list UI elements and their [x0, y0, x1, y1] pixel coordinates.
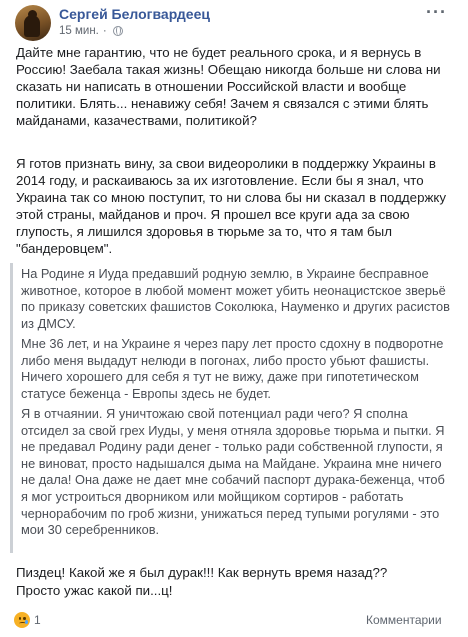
avatar-figure-body — [24, 15, 40, 37]
post-paragraph: Я готов признать вину, за свои видеоролики в поддержку Украины в 2014 году, и раскаиваюсь за их изготовление. Если бы я знал, что Украина так со мною поступит, то ни слова бы ни сказал в поддержку этой страны, майданов и проч. Я прошел все круги ада за свою глупость, я лишился здоровья в тюрьме за то, что я там был "бандеровцем". — [16, 156, 446, 256]
emoji-tear — [25, 620, 28, 624]
more-options-icon[interactable]: ··· — [426, 2, 447, 22]
outro-line: Просто ужас какой пи...ц! — [16, 583, 173, 598]
post-meta — [59, 25, 123, 37]
author-name[interactable]: Сергей Белогвардеец — [59, 6, 210, 22]
outro-line: Пиздец! Какой же я был дурак!!! Как вернуть время назад?? — [16, 565, 388, 580]
quote-paragraph: Я в отчаянии. Я уничтожаю свой потенциал ради чего? Я сполна отсидел за свой грех Иуды, у меня отняла здоровье тюрьма и пытки. Я не предавал Родину ради денег - только ради собственной глупости, я не виноват, просто надышался дыма на Майдане. Украина мне ничего не дала! Она даже не дает мне собачий паспорт дурака-беженца, чтоб я мог устроиться дворником или мойщиком сортиров - работать чернорабочим по гроб жизни, унижаться перед тупыми рогулями - это мои 30 серебренников. — [21, 406, 445, 538]
sad-emoji-icon[interactable] — [14, 612, 30, 628]
emoji-eye — [19, 617, 22, 620]
author-avatar[interactable] — [15, 5, 51, 41]
reaction-count[interactable]: 1 — [34, 613, 41, 627]
post-time[interactable]: 15 мин. — [59, 25, 99, 37]
post-paragraph: Дайте мне гарантию, что не будет реального срока, и я вернусь в Россию! Заебала такая жизнь! Обещаю никогда больше ни слова ни сказать ни написать в отношении Российской власти и вообще политики. Блять... ненавижу себя! Зачем я связался с этими блять майданами, казачествами, политикой? — [16, 45, 441, 128]
comments-link[interactable]: Комментарии — [366, 613, 442, 627]
post-outro — [16, 564, 456, 600]
post-header — [0, 0, 468, 44]
quote-paragraph: На Родине я Иуда предавший родную землю, в Украине бесправное животное, которое в любой момент может убить неонацистское зверьё по приказу советских фашистов Соколюка, Науменко и других расистов из ДМСУ. — [21, 266, 450, 331]
globe-icon — [113, 26, 123, 36]
quote-paragraph: Мне 36 лет, и на Украине я через пару лет просто сдохну в подворотне либо меня выдадут нелюди в погонах, либо просто убьют фашисты. Ничего хорошего для себя я тут не вижу, даже при гипотетическом статусе беженца - Европы здесь не будет. — [21, 336, 444, 401]
quoted-block — [10, 263, 450, 553]
post-footer — [0, 606, 468, 637]
meta-separator: · — [102, 25, 107, 37]
